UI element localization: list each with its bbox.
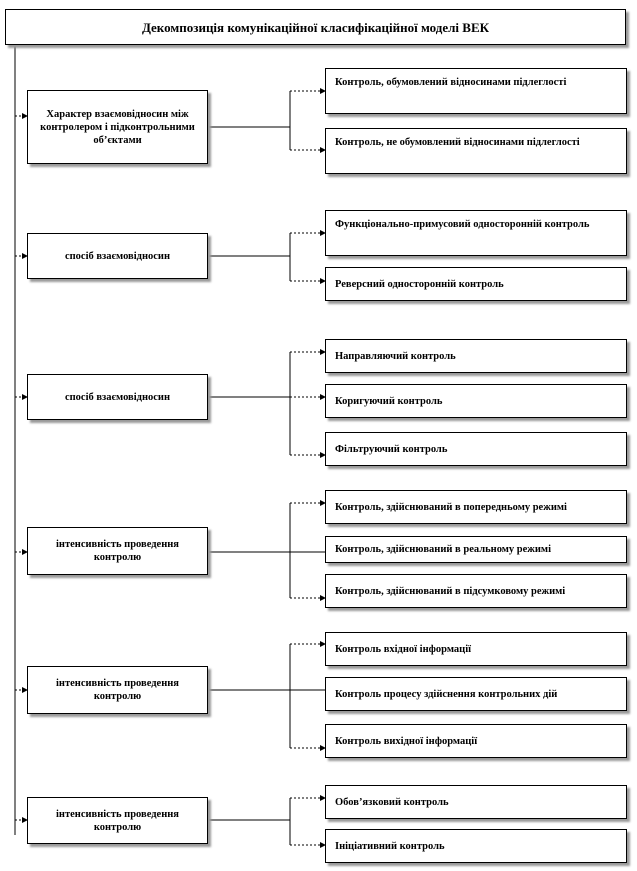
leaf-box-5-1: Контроль вхідної інформації [325,632,627,666]
category-box-4: інтенсивність проведення контролю [27,527,208,575]
diagram-title: Декомпозиція комунікаційної класифікаційної моделі ВЕК [5,9,626,45]
category-box-3: спосіб взаємовідносин [27,374,208,420]
leaf-box-4-3: Контроль, здійснюваний в підсумковому режимі [325,574,627,608]
group-2-connectors [208,233,325,281]
leaf-box-6-1: Обов’язковий контроль [325,785,627,819]
group-5-connectors [208,644,325,748]
group-3-connectors [208,352,325,455]
category-box-1: Характер взаємовідносин між контролером і підконтрольними об’єктами [27,90,208,164]
leaf-box-4-1: Контроль, здійснюваний в попередньому режимі [325,490,627,524]
group-4-connectors [208,503,325,598]
leaf-box-5-3: Контроль вихідної інформації [325,724,627,758]
leaf-box-1-2: Контроль, не обумовлений відносинами підлеглості [325,128,627,174]
leaf-box-3-3: Фільтруючий контроль [325,432,627,466]
category-box-6: інтенсивність проведення контролю [27,797,208,844]
category-box-2: спосіб взаємовідносин [27,233,208,279]
leaf-box-4-2: Контроль, здійснюваний в реальному режимі [325,536,627,563]
leaf-box-3-2: Коригуючий контроль [325,384,627,418]
leaf-box-3-1: Направляючий контроль [325,339,627,373]
leaf-box-2-2: Реверсний односторонній контроль [325,267,627,301]
group-6-connectors [208,798,325,845]
category-box-5: інтенсивність проведення контролю [27,666,208,714]
group-1-connectors [208,91,325,150]
leaf-box-2-1: Функціонально-примусовий односторонній контроль [325,210,627,256]
leaf-box-6-2: Ініціативний контроль [325,829,627,863]
leaf-box-1-1: Контроль, обумовлений відносинами підлеглості [325,68,627,114]
leaf-box-5-2: Контроль процесу здійснення контрольних дій [325,677,627,711]
